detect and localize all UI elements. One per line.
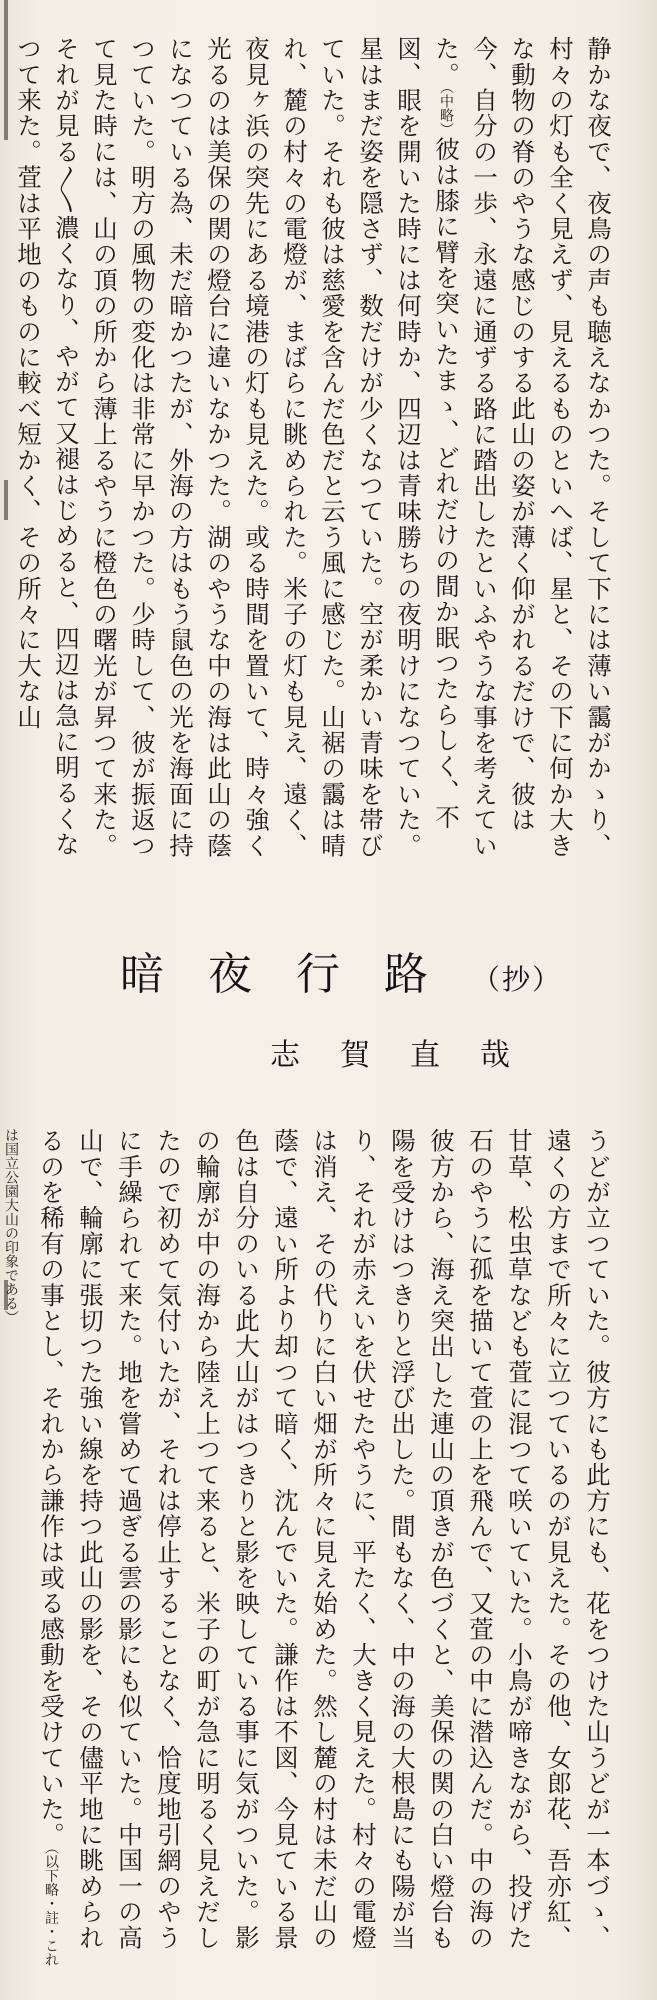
excerpt-paragraph: うどが立つていた。彼方にも此方にも、花をつけた山うどが一本づゝ、遠くの方まで所々に立つているのが見えた。その他、女郎花、吾亦紅、甘草、松虫草なども萓に混つて咲いていた。小鳥が啼きながら、投げた石のやうに孤を描いて萓の上を飛んで、又萓の中に潜込んだ。中の海の彼方から、海え突出した連山の頂きが色づくと、美保の関の白い燈台も陽を受けはつきりと浮び出した。間もなく、中の海の大根島にも陽が当り、それが赤えいを伏せたやうに、平たく、大きく見えた。村々の電燈は消え、その代りに白い畑が所々に見え始めた。然し麓の村は未だ山の蔭で、遠い所より却つて暗く、沈んでいた。謙作は不図、今見ている景色は自分のいる此大山がはつきりと影を映している事に気がついた。影の輪廓が中の海から陸え上つて来ると、米子の町が急に明るく見えだしたので初めて気付いたが、それは停止することなく、恰度地引網のやうに手繰られて来た。地を嘗めて過ぎる雲の影にも似ていた。中国一の高山で、輪廓に張切つた強い線を持つ此山の影を、その儘平地に眺められるのを稀有の事とし、それから謙作は或る感動を受けていた。 <box>37 1128 612 1951</box>
work-title <box>120 938 580 1002</box>
excerpt-paragraph: 静かな夜で、夜鳥の声も聴えなかつた。そして下には薄い靄がかゝり、村々の灯も全く見えず、見えるものといへば、星と、その下に何か大きな動物の脊のやうな感じのする此山の姿が薄く仰がれるだけで、彼は今、自分の一歩、永遠に通ずる路に踏出したといふやうな事を考えていた。 <box>432 36 613 859</box>
footnote: （以下略・註・これは国立公園大山の印象である） <box>3 1128 59 1967</box>
page-edge-mark <box>4 480 8 520</box>
excerpt-paragraph: 彼は膝に臂を突いたまゝ、どれだけの間か眠つたらしく、不図、眼を開いた時には何時か、四辺は青味勝ちの夜明けになつていた。星はまだ姿を隠さず、数だけが少くなつていた。空が柔かい青味を帯びていた。それも彼は慈愛を含んだ色だと云う風に感じた。山裾の靄は晴れ、麓の村々の電燈が、まばらに眺められた。米子の灯も見え、遠く、夜見ヶ浜の突先にある境港の灯も見えた。或る時間を置いて、時々強く光るのは美保の関の燈台に違いなかつた。湖のやうな中の海は此山の蔭になつている為、未だ暗かつたが、外海の方はもう鼠色の光を海面に持つていた。明方の風物の変化は非常に早かつた。少時して、彼が振返つて見た時には、山の頂の所から薄上るやうに橙色の曙光が昇つて来た。それが見る〳〵濃くなり、やがて又褪はじめると、四辺は急に明るくなつて来た。萓は平地のものに較べ短かく、その所々に大な山 <box>14 36 461 859</box>
omission-note: （中略） <box>438 87 454 137</box>
page-edge-mark <box>4 0 8 140</box>
work-title-main: 暗夜行路 <box>120 949 472 1000</box>
work-title-suffix: （抄） <box>472 963 563 996</box>
author-name: 志賀直哉 <box>270 1038 550 1073</box>
following-excerpt <box>3 1128 617 1968</box>
preceding-excerpt <box>14 36 617 866</box>
